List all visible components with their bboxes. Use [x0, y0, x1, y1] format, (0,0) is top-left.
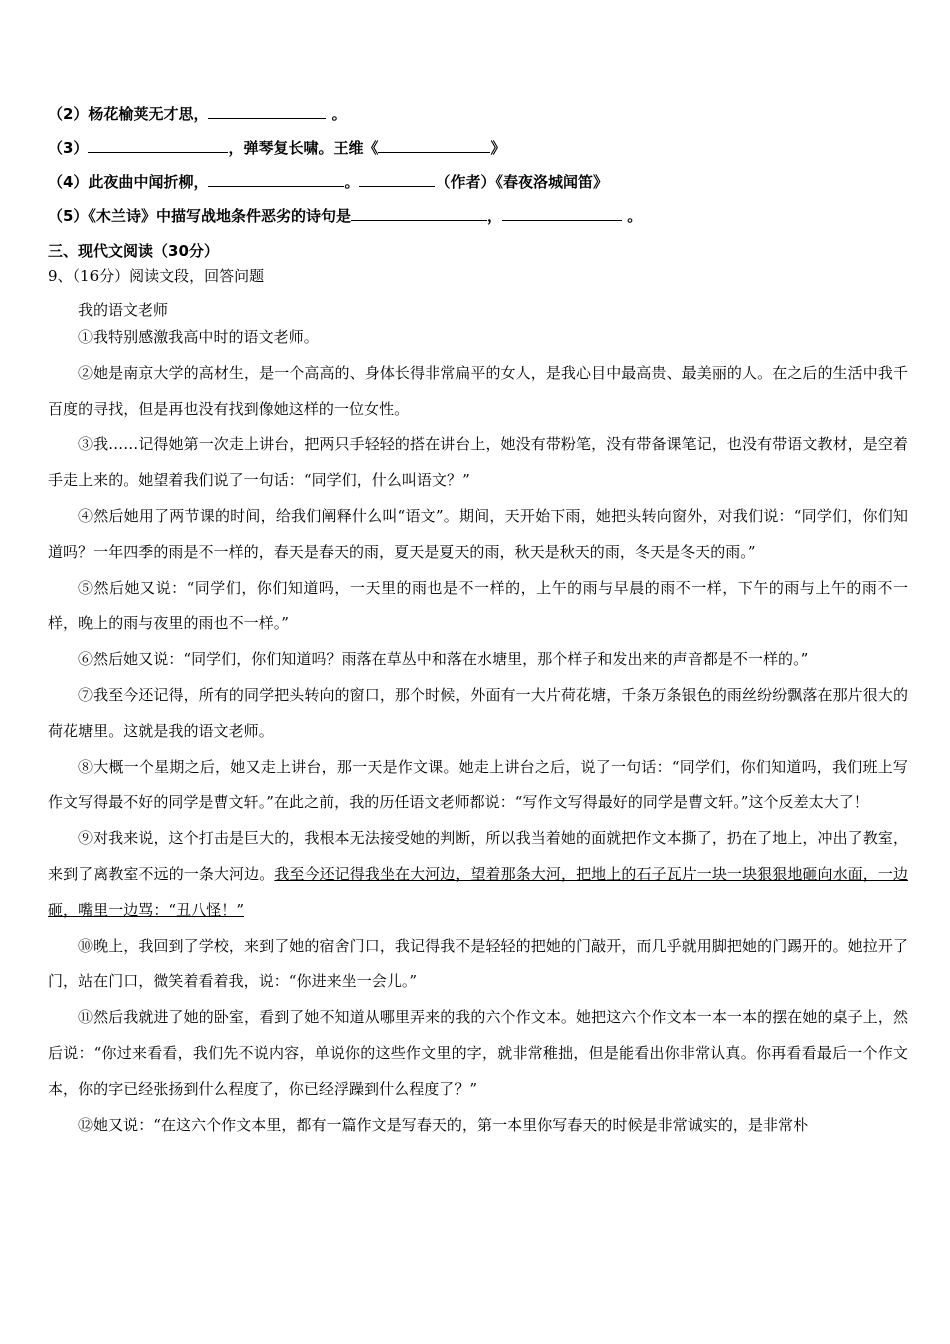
paragraph: ②她是南京大学的高材生，是一个高高的、身体长得非常扁平的女人，是我心目中最高贵、最美丽的人。在之后的生活中我千百度的寻找，但是再也没有找到像她这样的一位女性。: [48, 363, 908, 418]
article-body: [48, 320, 908, 1143]
paragraph-text: ⑨对我来说，这个打击是巨大的，我根本无法接受她的判断，所以我当着她的面就把作文本撕了，扔在了地上，冲出了教室，来到了离教室不远的一条大河边。: [48, 829, 908, 883]
answer-blank[interactable]: [208, 104, 326, 119]
fill-in-item-2: （2）杨花榆荚无才思， 。: [48, 105, 347, 123]
answer-blank[interactable]: [351, 206, 487, 221]
paragraph: ⑦我至今还记得，所有的同学把头转向的窗口，那个时候，外面有一大片荷花塘，千条万条银色的雨丝纷纷飘落在那片很大的荷花塘里。这就是我的语文老师。: [48, 685, 908, 740]
underlined-sentence: 我至今还记得我坐在大河边，望着那条大河，把地上的石子瓦片一块一块狠狠地砸向水面，一边砸，嘴里一边骂：“丑八怪！”: [48, 864, 908, 919]
article-title: 我的语文老师: [78, 301, 169, 319]
paragraph: [48, 821, 908, 928]
answer-blank[interactable]: [208, 172, 344, 187]
question-prompt: 9、（16分）阅读文段，回答问题: [48, 267, 265, 285]
paragraph: ①我特别感激我高中时的语文老师。: [78, 328, 319, 346]
paragraph: ⑤然后她又说：“同学们，你们知道吗，一天里的雨也是不一样的，上午的雨与早晨的雨不一样，下午的雨与上午的雨不一样，晚上的雨与夜里的雨也不一样。”: [48, 578, 908, 633]
answer-blank[interactable]: [359, 172, 435, 187]
paragraph: ⑧大概一个星期之后，她又走上讲台，那一天是作文课。她走上讲台之后，说了一句话：“同学们，你们知道吗，我们班上写作文写得最不好的同学是曹文轩。”在此之前，我的历任语文老师都说：“写作文写得最好的同学是曹文轩。”这个反差太大了！: [48, 757, 908, 812]
answer-blank[interactable]: [502, 206, 622, 221]
fill-in-item-5: （5）《木兰诗》中描写战地条件恶劣的诗句是 ， 。: [48, 207, 643, 225]
section-title: 三、现代文阅读（30分）: [48, 242, 219, 260]
paragraph: ④然后她用了两节课的时间，给我们阐释什么叫“语文”。期间，天开始下雨，她把头转向窗外，对我们说：“同学们，你们知道吗？一年四季的雨是不一样的，春天是春天的雨，夏天是夏天的雨，秋天是秋天的雨，冬天是冬天的雨。”: [48, 506, 908, 561]
fill-in-item-4: （4）此夜曲中闻折柳， 。 （作者）《春夜洛城闻笛》: [48, 173, 608, 191]
paragraph: ③我……记得她第一次走上讲台，把两只手轻轻的搭在讲台上，她没有带粉笔，没有带备课笔记，也没有带语文教材，是空着手走上来的。她望着我们说了一句话：“同学们，什么叫语文？”: [48, 435, 908, 490]
paragraph: ⑥然后她又说：“同学们，你们知道吗？雨落在草丛中和落在水塘里，那个样子和发出来的声音都是不一样的。”: [78, 650, 809, 669]
paragraph: ⑫她又说：“在这六个作文本里，都有一篇作文是写春天的，第一本里你写春天的时候是非常诚实的，是非常朴: [78, 1115, 809, 1134]
answer-blank[interactable]: [88, 138, 228, 153]
paragraph: ⑪然后我就进了她的卧室，看到了她不知道从哪里弄来的我的六个作文本。她把这六个作文本一本一本的摆在她的桌子上，然后说：“你过来看看，我们先不说内容，单说你的这些作文里的字，就非常稚拙，但是能看出你非常认真。你再看看最后一个作文本，你的字已经张扬到什么程度了，你已经浮躁到什么程度了？”: [48, 1008, 908, 1098]
fill-in-item-3: （3） ，弹琴复长啸。王维《 》: [48, 139, 506, 157]
paragraph: ⑩晚上，我回到了学校，来到了她的宿舍门口，我记得我不是轻轻的把她的门敲开，而几乎就用脚把她的门踢开的。她拉开了门，站在门口，微笑着看着我，说：“你进来坐一会儿。”: [48, 936, 908, 991]
answer-blank[interactable]: [378, 138, 490, 153]
